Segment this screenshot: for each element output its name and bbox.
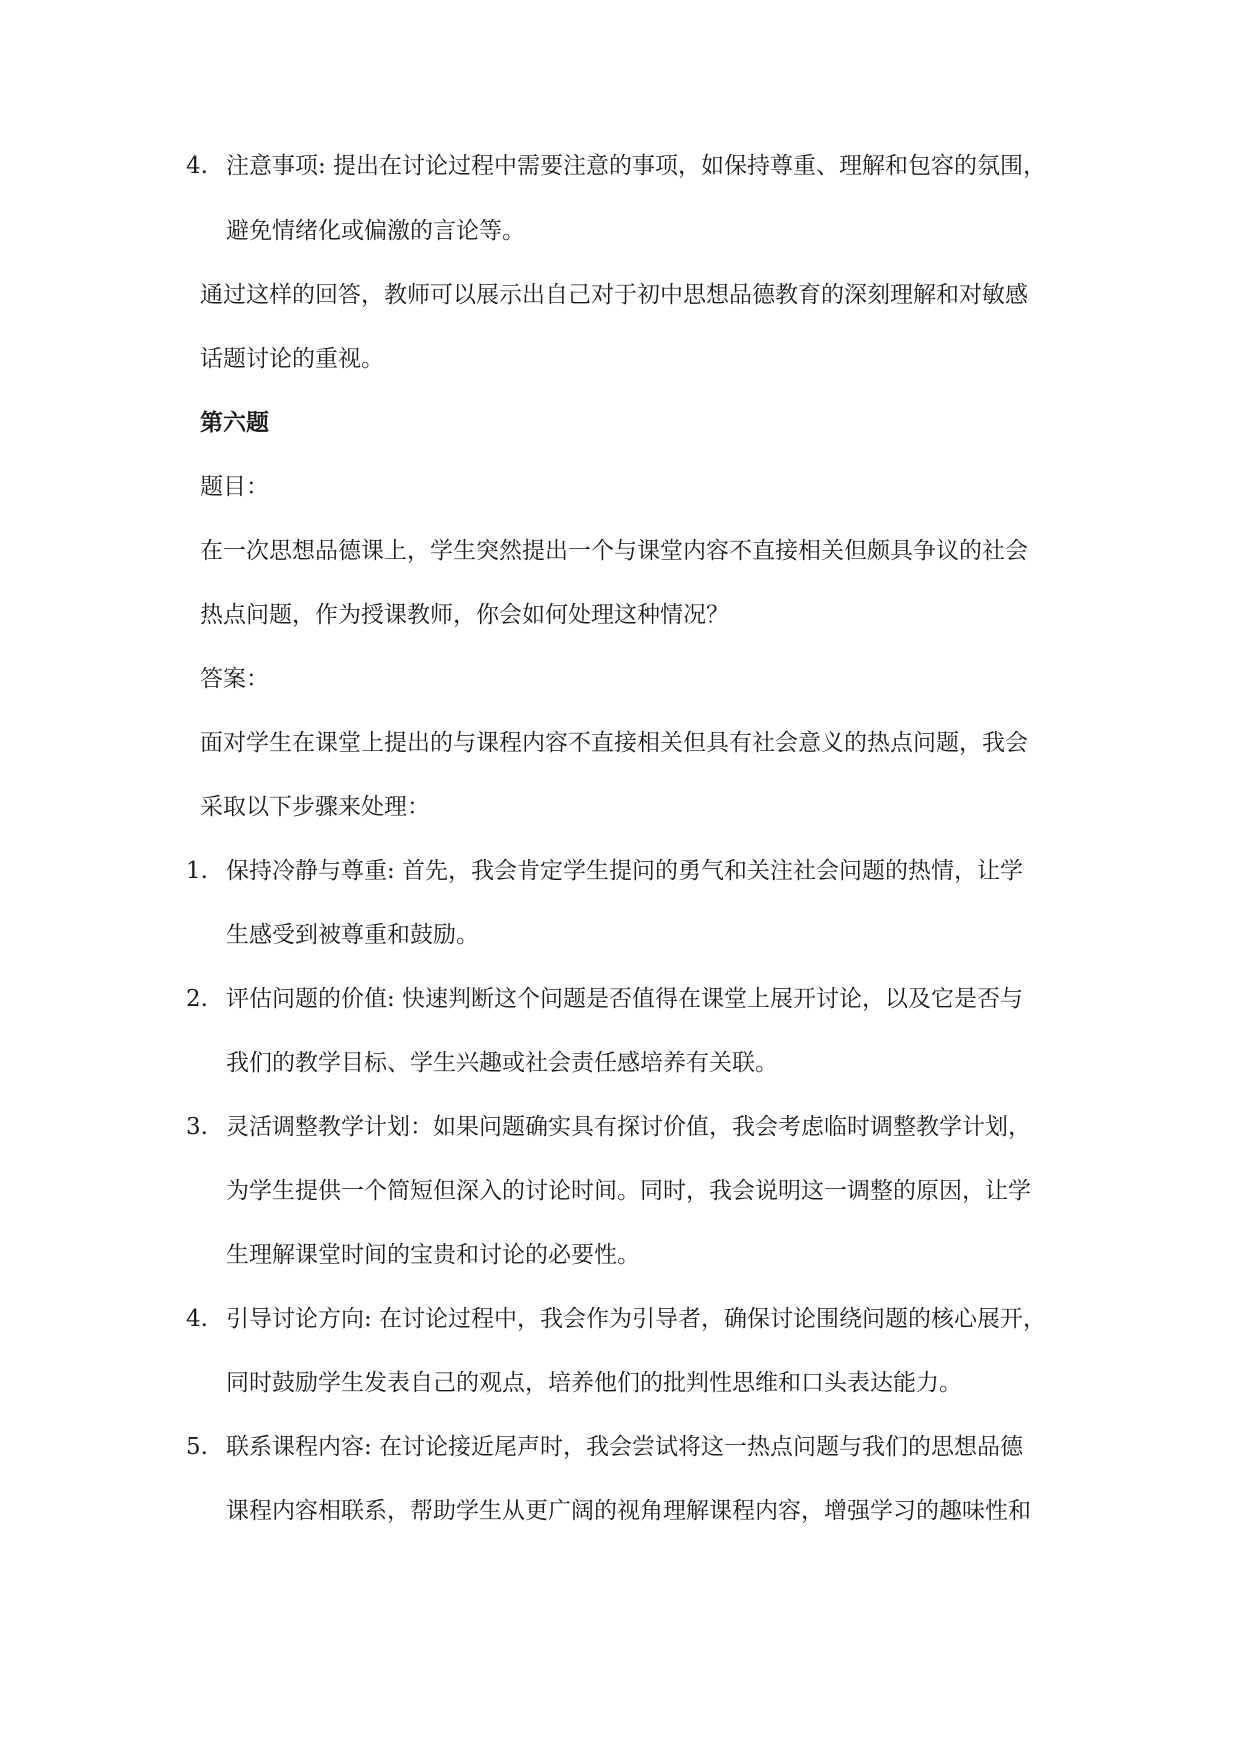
step-5-line-2: 课程内容相联系，帮助学生从更广阔的视角理解课程内容，增强学习的趣味性和 — [226, 1498, 1031, 1524]
list-item-text: 评估问题的价值: 快速判断这个问题是否值得在课堂上展开讨论，以及它是否与 — [226, 986, 1024, 1012]
question-label: 题目： — [200, 474, 269, 500]
section-heading: 第六题 — [200, 410, 269, 436]
step-1-line-2: 生感受到被尊重和鼓励。 — [226, 922, 479, 948]
list-item-4-line-1 — [186, 150, 1046, 182]
list-item-text: 注意事项: 提出在讨论过程中需要注意的事项，如保持尊重、理解和包容的氛围， — [226, 153, 1047, 179]
step-2-line-1 — [186, 983, 1023, 1015]
step-3-line-3: 生理解课堂时间的宝贵和讨论的必要性。 — [226, 1242, 640, 1268]
list-number: 4. — [186, 153, 208, 179]
step-3-line-2: 为学生提供一个简短但深入的讨论时间。同时，我会说明这一调整的原因，让学 — [226, 1178, 1031, 1204]
list-number: 3. — [186, 1114, 208, 1140]
step-5-line-1 — [186, 1431, 1023, 1463]
closing-paragraph-line-2: 话题讨论的重视。 — [200, 346, 384, 372]
closing-paragraph-line-1: 通过这样的回答，教师可以展示出自己对于初中思想品德教育的深刻理解和对敏感 — [200, 282, 1028, 308]
list-item-text: 引导讨论方向: 在讨论过程中，我会作为引导者，确保讨论围绕问题的核心展开， — [226, 1306, 1047, 1332]
list-number: 1. — [186, 858, 208, 884]
question-line-1: 在一次思想品德课上，学生突然提出一个与课堂内容不直接相关但颇具争议的社会 — [200, 538, 1028, 564]
answer-label: 答案： — [200, 666, 269, 692]
list-number: 5. — [186, 1434, 208, 1460]
list-item-text: 灵活调整教学计划：如果问题确实具有探讨价值，我会考虑临时调整教学计划， — [226, 1114, 1031, 1140]
list-number: 4. — [186, 1306, 208, 1332]
answer-intro-line-2: 采取以下步骤来处理： — [200, 794, 430, 820]
step-4-line-2: 同时鼓励学生发表自己的观点，培养他们的批判性思维和口头表达能力。 — [226, 1370, 962, 1396]
question-line-2: 热点问题，作为授课教师，你会如何处理这种情况？ — [200, 602, 729, 628]
step-4-line-1 — [186, 1303, 1046, 1335]
step-3-line-1 — [186, 1111, 1031, 1143]
list-item-text: 联系课程内容: 在讨论接近尾声时，我会尝试将这一热点问题与我们的思想品德 — [226, 1434, 1024, 1460]
list-number: 2. — [186, 986, 208, 1012]
list-item-4-line-2: 避免情绪化或偏激的言论等。 — [226, 218, 525, 244]
answer-intro-line-1: 面对学生在课堂上提出的与课程内容不直接相关但具有社会意义的热点问题，我会 — [200, 730, 1028, 756]
step-2-line-2: 我们的教学目标、学生兴趣或社会责任感培养有关联。 — [226, 1050, 778, 1076]
list-item-text: 保持冷静与尊重: 首先，我会肯定学生提问的勇气和关注社会问题的热情，让学 — [226, 858, 1024, 884]
step-1-line-1 — [186, 855, 1023, 887]
